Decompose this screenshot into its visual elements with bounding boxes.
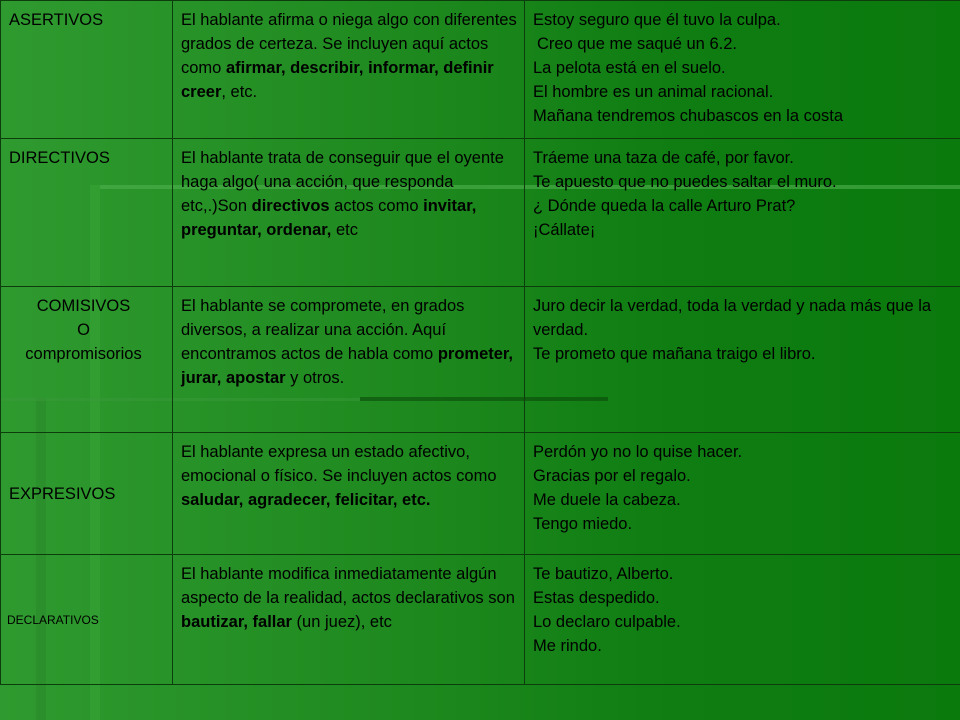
category-label: COMISIVOS xyxy=(36,297,131,315)
description-bold: prometer, jurar, apostar xyxy=(181,345,514,387)
description-text: El hablante se compromete, en grados diversos, a realizar una acción. Aquí encontramos actos de habla como xyxy=(181,297,465,363)
examples-cell xyxy=(525,1,960,139)
table-row xyxy=(1,1,960,139)
example-line: Juro decir la verdad, toda la verdad y nada más que la verdad. xyxy=(533,297,932,339)
example-line: Creo que me saqué un 6.2. xyxy=(537,35,737,53)
description-bold: bautizar, fallar xyxy=(181,613,292,631)
category-label: DIRECTIVOS xyxy=(9,149,110,167)
category-cell xyxy=(1,555,173,685)
table-row xyxy=(1,555,960,685)
example-line: Mañana tendremos chubascos en la costa xyxy=(533,107,844,125)
category-cell xyxy=(1,287,173,433)
category-label: O xyxy=(77,321,90,339)
example-line: Tráeme una taza de café, por favor. xyxy=(533,149,794,167)
examples-cell xyxy=(525,139,960,287)
category-label: ASERTIVOS xyxy=(9,11,104,29)
description-text: El hablante modifica inmediatamente algún aspecto de la realidad, actos declarativos son xyxy=(181,565,515,607)
description-cell xyxy=(173,433,525,555)
category-label: EXPRESIVOS xyxy=(9,484,116,503)
example-line: Me duele la cabeza. xyxy=(533,491,681,509)
example-line: Perdón yo no lo quise hacer. xyxy=(533,443,743,461)
example-line: ¿ Dónde queda la calle Arturo Prat? xyxy=(533,197,796,215)
description-cell xyxy=(173,139,525,287)
examples-cell xyxy=(525,555,960,685)
example-line: La pelota está en el suelo. xyxy=(533,59,726,77)
category-cell xyxy=(1,1,173,139)
example-line: Estoy seguro que él tuvo la culpa. xyxy=(533,11,781,29)
example-line: Estas despedido. xyxy=(533,589,660,607)
description-text: etc xyxy=(331,221,358,239)
description-text: (un juez), etc xyxy=(291,613,392,631)
description-cell xyxy=(173,1,525,139)
example-line: Te apuesto que no puedes saltar el muro. xyxy=(533,173,837,191)
category-cell xyxy=(1,433,173,555)
category-label: DECLARATIVOS xyxy=(7,612,99,627)
example-line: ¡Cállate¡ xyxy=(533,221,596,239)
description-cell xyxy=(173,287,525,433)
example-line: Tengo miedo. xyxy=(533,515,633,533)
table-row xyxy=(1,433,960,555)
category-cell xyxy=(1,139,173,287)
description-text: El hablante trata de conseguir que el oyente haga algo( una acción, que responda etc,.)Son xyxy=(181,149,504,215)
description-bold: invitar, preguntar, ordenar, xyxy=(181,197,477,239)
description-bold: saludar, agradecer, felicitar, xyxy=(181,491,398,509)
description-text: El hablante expresa un estado afectivo, emocional o físico. Se incluyen actos como xyxy=(181,443,497,485)
description-text: El hablante afirma o niega algo con diferentes grados de certeza. Se incluyen aquí actos como xyxy=(181,11,517,77)
example-line: Gracias por el regalo. xyxy=(533,467,691,485)
description-cell xyxy=(173,555,525,685)
description-text: y otros. xyxy=(285,369,345,387)
table-row xyxy=(1,139,960,287)
examples-cell xyxy=(525,433,960,555)
description-text: actos como xyxy=(329,197,424,215)
description-bold: etc. xyxy=(397,491,431,509)
example-line: Lo declaro culpable. xyxy=(533,613,681,631)
example-line: Me rindo. xyxy=(533,637,602,655)
example-line: Te prometo que mañana traigo el libro. xyxy=(533,345,816,363)
category-label: compromisorios xyxy=(25,345,142,363)
table-row xyxy=(1,287,960,433)
example-line: Te bautizo, Alberto. xyxy=(533,565,674,583)
description-text: , etc. xyxy=(221,83,258,101)
example-line: El hombre es un animal racional. xyxy=(533,83,774,101)
examples-cell xyxy=(525,287,960,433)
description-bold: afirmar, describir, informar, definir creer xyxy=(181,59,494,101)
description-bold: directivos xyxy=(251,197,330,215)
